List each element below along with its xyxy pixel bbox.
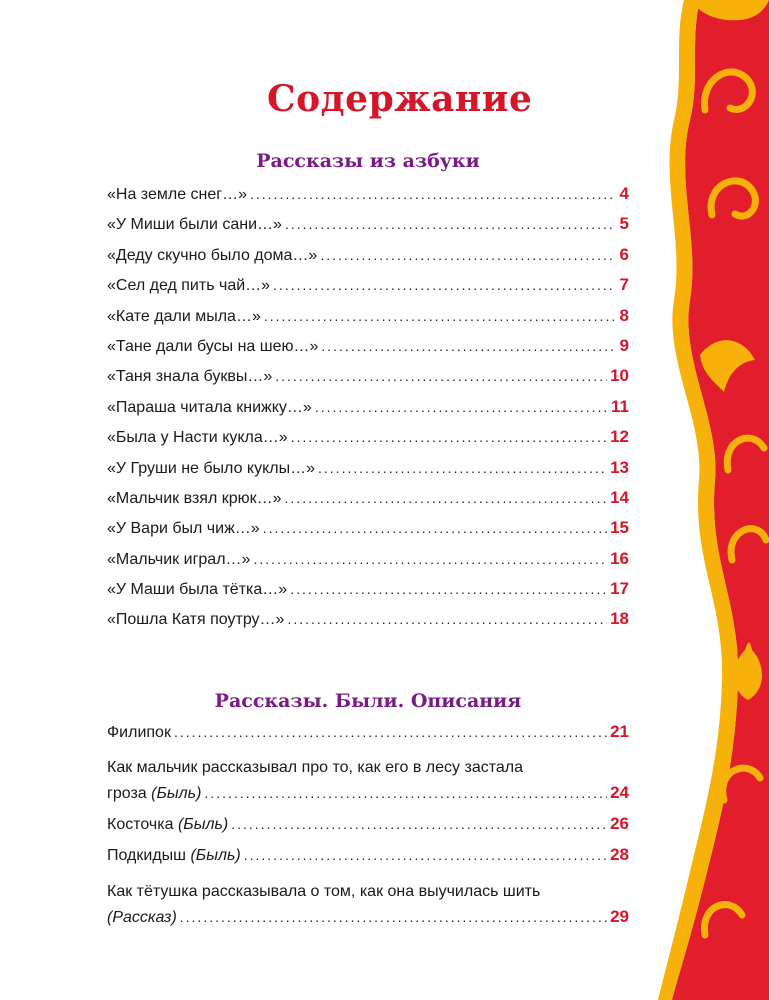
swirl-1 [704,72,752,110]
section-title: Рассказы из азбуки [256,150,480,172]
toc-entry[interactable] [107,722,629,750]
toc-entry[interactable] [107,306,629,336]
leader-dots [318,460,607,476]
entry-title: «Параша читала книжку…» [107,398,312,416]
toc-entry[interactable] [107,814,629,845]
toc-list [107,184,629,640]
entry-title: «У Груши не было куклы…» [107,459,316,477]
entry-title: «Сел дед пить чай…» [107,277,271,295]
toc-entry[interactable] [107,245,629,275]
top-yellow-swirl [690,0,769,20]
leader-dots [290,581,607,597]
leader-dots [273,277,614,293]
page-number: 28 [610,845,629,864]
leader-dots [250,186,614,202]
toc-entry[interactable] [107,579,629,609]
page-number: 4 [619,184,629,203]
toc-entry[interactable] [107,880,629,938]
entry-title: «Пошла Катя поутру…» [107,611,285,629]
leader-dots [315,399,608,415]
entry-title: «Деду скучно было дома…» [107,246,318,264]
leader-dots [287,611,607,627]
leader-dots [244,847,607,863]
entry-title: «Мальчик играл…» [107,550,251,568]
swirl-2 [711,181,755,216]
page-number: 17 [610,579,629,599]
toc-entry[interactable] [107,549,629,579]
page-number: 9 [619,335,629,355]
entry-title: «Кате дали мыла…» [107,307,261,325]
flower-bud [734,643,762,701]
toc-entry[interactable] [107,366,629,396]
entry-title: «Таня знала буквы…» [107,368,273,386]
page-number: 29 [610,907,629,926]
entry-title: Филипок [107,724,171,741]
toc-entry[interactable] [107,458,629,488]
swirl-4 [731,529,766,560]
toc-entry[interactable] [107,336,629,366]
section-title: Рассказы. Были. Описания [214,690,522,712]
swirl-5 [723,768,760,800]
page-number: 16 [610,548,629,568]
leader-dots [180,909,607,925]
entry-genre: (Быль) [177,816,229,833]
entry-title [107,909,177,927]
toc-entry[interactable] [107,214,629,244]
entry-title: гроза (Быль) [107,785,202,802]
page-number: 7 [619,275,629,295]
page-number: 5 [619,214,629,234]
yellow-edge [658,0,738,1000]
entry-title: Косточка (Быль) [107,816,229,833]
leader-dots [291,429,607,445]
entry-genre: (Рассказ) [107,909,177,926]
toc-entry[interactable] [107,427,629,457]
leader-dots [320,247,614,263]
entry-title: Подкидыш (Быль) [107,847,241,864]
page-number: 15 [610,518,629,538]
entry-title: «У Маши была тётка…» [107,581,288,599]
leaf-shape [700,340,755,392]
swirl-3 [727,438,764,470]
entry-title: «На земле снег…» [107,186,247,203]
leader-dots [285,490,608,506]
page-number: 18 [610,609,629,629]
leader-dots [174,724,607,740]
page-number: 21 [610,722,629,741]
page-number: 12 [610,427,629,447]
entry-genre: (Быль) [190,847,241,864]
toc-entry[interactable] [107,488,629,518]
leader-dots [231,816,607,832]
page-number: 11 [611,396,629,416]
entry-title: «Мальчик взял крюк…» [107,489,282,507]
toc-entry[interactable] [107,756,629,814]
page-number: 8 [619,305,629,325]
entry-title: «У Вари был чиж…» [107,520,260,538]
page-number: 14 [610,487,629,507]
leader-dots [285,216,614,232]
toc-list [107,722,629,938]
leader-dots [264,308,614,324]
page-number: 26 [610,814,629,833]
page-number: 6 [619,244,629,264]
entry-title: «У Миши были сани…» [107,216,282,234]
page-number: 13 [610,457,629,477]
leader-dots [204,785,607,801]
entry-title-line1: Как тётушка рассказывала о том, как она выучилась шить [107,883,541,900]
toc-entry[interactable] [107,518,629,548]
entry-title: «Тане дали бусы на шею…» [107,337,319,355]
toc-entry[interactable] [107,845,629,876]
swirl-6 [704,905,742,935]
entry-title: «Была у Насти кукла…» [107,429,288,447]
page-number: 10 [610,366,629,386]
toc-entry[interactable] [107,609,629,639]
page-title: Содержание [267,78,533,120]
leader-dots [321,338,614,354]
leader-dots [275,368,607,384]
leader-dots [263,520,607,536]
toc-entry[interactable] [107,275,629,305]
toc-entry[interactable] [107,184,629,214]
red-band [672,0,769,1000]
page-number: 24 [610,783,629,802]
leader-dots [253,551,607,567]
toc-entry[interactable] [107,397,629,427]
entry-genre: (Быль) [151,785,202,802]
entry-title-line1: Как мальчик рассказывал про то, как его в лесу застала [107,759,523,776]
